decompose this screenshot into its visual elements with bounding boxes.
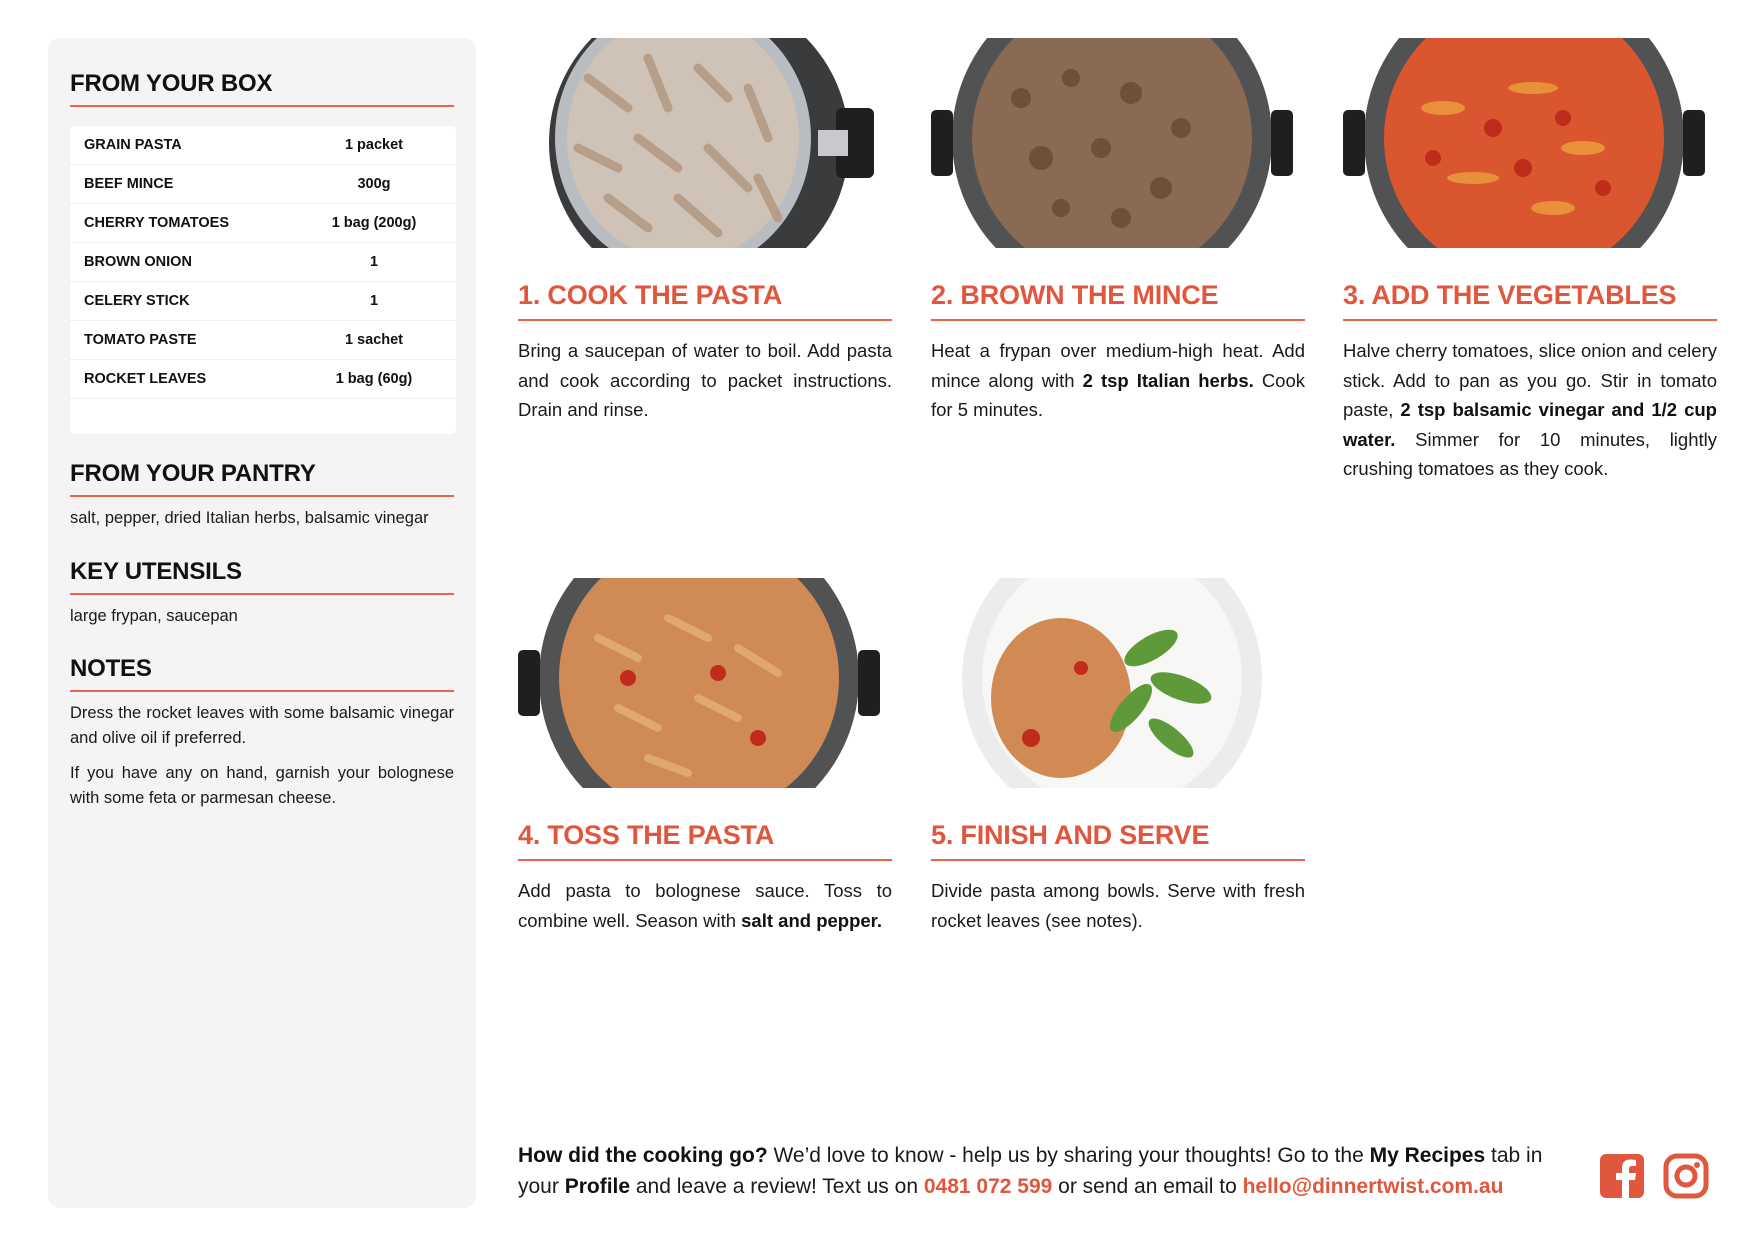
ingredient-quantity: 1 (369, 293, 379, 309)
step-4-text-a: Add pasta to bolognese sauce. Toss to combine well. Season with (518, 880, 892, 931)
ingredient-name: BROWN ONION (84, 254, 192, 270)
footer-text-2: tab in your (518, 1144, 1543, 1198)
step-3-text-a: Halve cherry tomatoes, slice onion and celery stick. Add to pan as you go. Stir in tomato paste, (1343, 340, 1717, 420)
ingredient-quantity: 1 bag (200g) (331, 215, 417, 231)
box-ingredient-row (70, 360, 456, 399)
ingredient-quantity: 1 bag (60g) (335, 371, 413, 387)
box-ingredient-row (70, 204, 456, 243)
footer-profile: Profile (564, 1175, 631, 1198)
ingredient-quantity: 1 (369, 254, 379, 270)
note-2: If you have any on hand, garnish your bolognese with some feta or parmesan cheese. (70, 764, 454, 807)
box-ingredient-row (70, 126, 456, 165)
ingredient-name: CHERRY TOMATOES (84, 215, 230, 231)
instagram-icon[interactable] (1662, 1152, 1710, 1200)
step-2-title: 2. BROWN THE MINCE (931, 280, 1305, 321)
ingredient-quantity: 1 sachet (344, 332, 404, 348)
utensils-text: large frypan, saucepan (70, 607, 238, 625)
ingredient-name: CELERY STICK (84, 293, 190, 309)
footer-email-link[interactable]: hello@dinnertwist.com.au (1242, 1175, 1504, 1198)
step-5-title: 5. FINISH AND SERVE (931, 820, 1305, 861)
step-5-body (931, 876, 1305, 935)
step-3-text-b: Simmer for 10 minutes, lightly crushing tomatoes as they cook. (1343, 428, 1717, 479)
step-1-text: Bring a saucepan of water to boil. Add pasta and cook according to packet instructions. Drain and rinse. (518, 340, 892, 420)
step-2-body (931, 336, 1305, 425)
step-5-text: Divide pasta among bowls. Serve with fresh rocket leaves (see notes). (931, 880, 1305, 931)
notes-title: NOTES (70, 655, 454, 692)
step-4-title: 4. TOSS THE PASTA (518, 820, 892, 861)
step-1-photo (518, 38, 880, 248)
step-1-title: 1. COOK THE PASTA (518, 280, 892, 321)
key-utensils-title: KEY UTENSILS (70, 558, 454, 595)
step-5-photo (931, 578, 1293, 788)
ingredient-quantity: 300g (357, 176, 391, 192)
from-your-pantry-title: FROM YOUR PANTRY (70, 460, 454, 497)
step-2-photo (931, 38, 1293, 248)
step-3-text-bold: 2 tsp balsamic vinegar and 1/2 cup water. (1343, 399, 1717, 450)
ingredient-name: GRAIN PASTA (84, 137, 182, 153)
step-4-body (518, 876, 892, 935)
step-2-text-b: Cook for 5 minutes. (931, 369, 1306, 420)
step-2-text-a: Heat a frypan over medium-high heat. Add mince along with (931, 340, 1305, 391)
step-2-text-bold: 2 tsp Italian herbs. (1082, 369, 1254, 391)
step-4-photo (518, 578, 880, 788)
footer-text-4: or send an email to (1052, 1175, 1243, 1198)
facebook-icon[interactable] (1598, 1152, 1646, 1200)
notes-text (70, 701, 454, 821)
footer-question: How did the cooking go? (518, 1144, 768, 1167)
ingredient-name: ROCKET LEAVES (84, 371, 207, 387)
box-ingredient-row (70, 165, 456, 204)
footer-text-3: and leave a review! Text us on (630, 1175, 924, 1198)
step-1-body (518, 336, 892, 425)
step-4-text-bold: salt and pepper. (741, 909, 882, 931)
feedback-footer (518, 1140, 1578, 1202)
ingredient-quantity: 1 packet (344, 137, 404, 153)
ingredient-name: TOMATO PASTE (84, 332, 197, 348)
ingredient-name: BEEF MINCE (84, 176, 174, 192)
ingredients-sidebar (48, 38, 476, 1208)
step-3-title: 3. ADD THE VEGETABLES (1343, 280, 1717, 321)
note-1: Dress the rocket leaves with some balsamic vinegar and olive oil if preferred. (70, 704, 454, 747)
box-ingredient-row (70, 243, 456, 282)
footer-text-1: We’d love to know - help us by sharing your thoughts! Go to the (767, 1144, 1370, 1167)
footer-phone-link[interactable]: 0481 072 599 (923, 1175, 1053, 1198)
box-ingredients-table (70, 126, 456, 434)
box-ingredient-row (70, 282, 456, 321)
from-your-box-title: FROM YOUR BOX (70, 70, 454, 107)
step-3-body (1343, 336, 1717, 484)
pantry-items-text: salt, pepper, dried Italian herbs, balsamic vinegar (70, 509, 429, 527)
footer-my-recipes: My Recipes (1369, 1144, 1486, 1167)
box-ingredient-row (70, 321, 456, 360)
step-3-photo (1343, 38, 1705, 248)
